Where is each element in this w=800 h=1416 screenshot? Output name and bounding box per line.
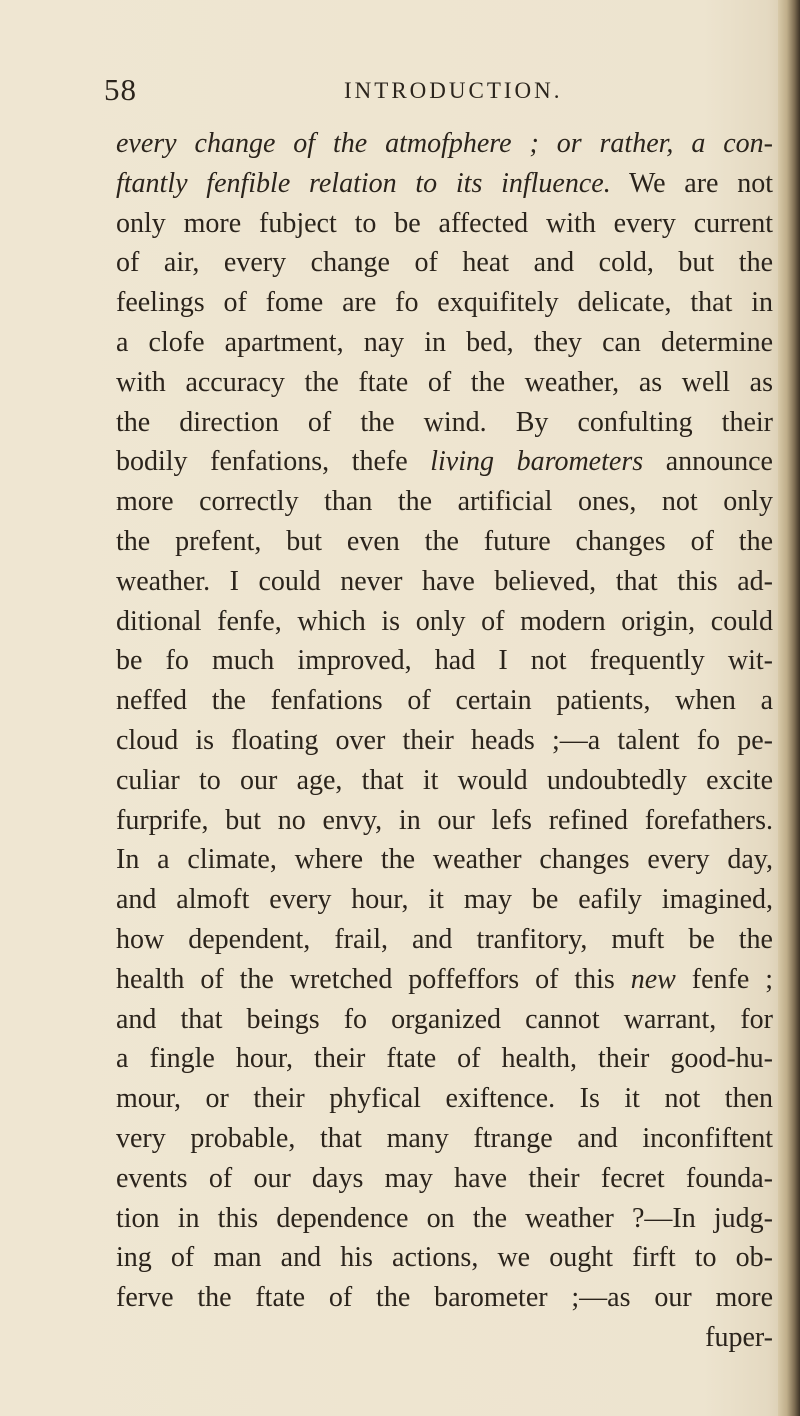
text-line: cloud is floating over their heads ;—a talent fo pe- [116,724,773,756]
text-line: only more fubject to be affected with every current [116,207,773,239]
text-line: ing of man and his actions, we ought firft to ob- [116,1242,773,1274]
text-line: ftantly fenfible relation to its influence. We are not [116,167,773,199]
text-line: of air, every change of heat and cold, but the [116,247,773,279]
text-line: ferve the ftate of the barometer ;—as our more [116,1282,773,1314]
text-line: mour, or their phyfical exiftence. Is it not then [116,1083,773,1115]
text-line: tion in this dependence on the weather ?—In judg- [116,1202,773,1234]
page-header [104,72,764,112]
text-line: very probable, that many ftrange and inconfiftent [116,1122,773,1154]
text-line: ditional fenfe, which is only of modern origin, could [116,605,773,637]
text-line: furprife, but no envy, in our lefs refined forefathers. [116,804,773,836]
text-line: the prefent, but even the future changes of the [116,525,773,557]
text-line: every change of the atmofphere ; or rather, a con- [116,128,773,159]
text-line: a clofe apartment, nay in bed, they can determine [116,326,773,358]
text-line: neffed the fenfations of certain patients, when a [116,685,773,717]
text-line: and that beings fo organized cannot warrant, for [116,1003,773,1035]
text-line: fuper- [705,1321,773,1353]
text-line: events of our days may have their fecret founda- [116,1162,773,1194]
body-text [116,124,773,1358]
text-line: health of the wretched poffeffors of this new fenfe ; [116,963,773,995]
text-line: more correctly than the artificial ones, not only [116,486,773,518]
text-line: with accuracy the ftate of the weather, as well as [116,366,773,398]
running-head: INTRODUCTION. [344,78,563,103]
text-line: weather. I could never have believed, that this ad- [116,565,773,597]
page-number: 58 [104,72,137,107]
text-line: bodily fenfations, thefe living barometers announce [116,446,773,478]
text-line: be fo much improved, had I not frequently wit- [116,645,773,677]
text-line: the direction of the wind. By confulting their [116,406,773,438]
page-gutter-shadow [778,0,800,1416]
text-line: and almoft every hour, it may be eafily imagined, [116,884,773,916]
text-line: feelings of fome are fo exquifitely delicate, that in [116,287,773,319]
text-line: a fingle hour, their ftate of health, their good-hu- [116,1043,773,1075]
text-line: how dependent, frail, and tranfitory, muft be the [116,923,773,955]
text-line: In a climate, where the weather changes every day, [116,844,773,876]
text-line: culiar to our age, that it would undoubtedly excite [116,764,773,796]
